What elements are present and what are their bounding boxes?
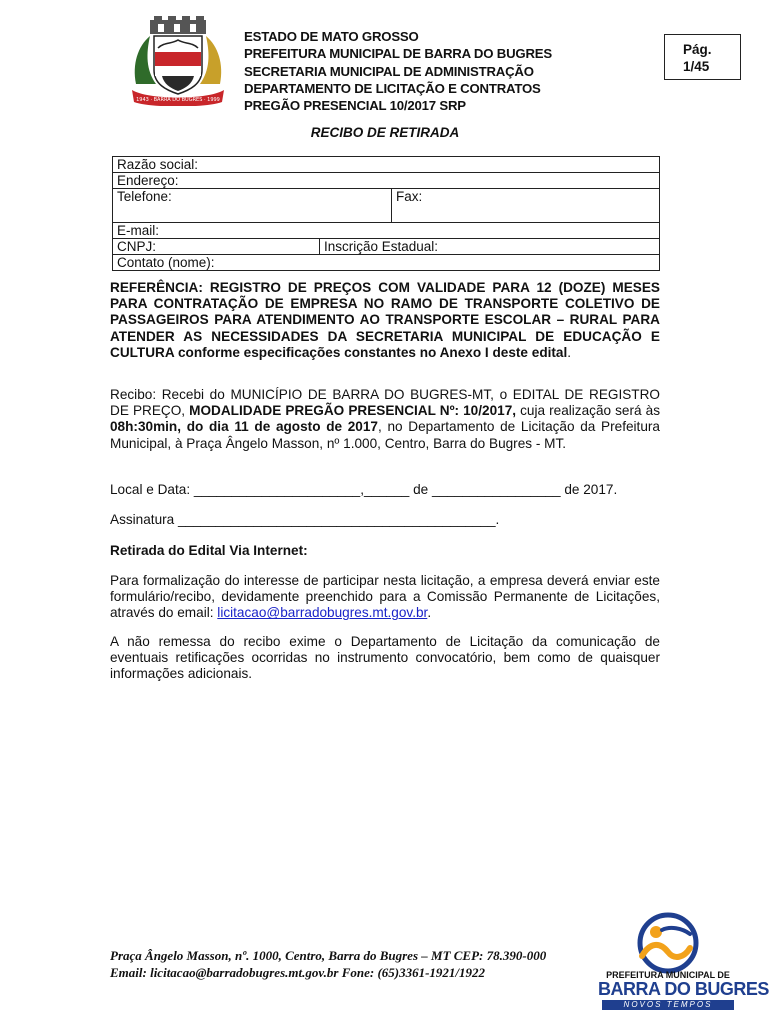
- municipal-logo: [598, 912, 769, 1012]
- field-razao-social[interactable]: Razão social:: [113, 157, 660, 173]
- recibo-text-1: Recibo: Recebi do MUNICÍPIO DE BARRA DO BUGRES-MT, o EDITAL DE REGISTRO DE PREÇO,: [110, 387, 660, 419]
- referencia-end: .: [567, 344, 572, 360]
- form-table: [112, 156, 660, 271]
- recibo-text-3: , no Departamento de Licitação da Prefeitura Municipal, à Praça Ângelo Masson, nº 1.000, Centro, Barra do Bugres - MT.: [110, 419, 660, 451]
- field-email[interactable]: E-mail:: [113, 223, 660, 239]
- svg-text:1943 · BARRA DO BUGRES · 1999: 1943 · BARRA DO BUGRES · 1999: [136, 97, 220, 103]
- recibo-text-2: cuja realização será às: [516, 403, 661, 419]
- header-departamento: DEPARTAMENTO DE LICITAÇÃO E CONTRATOS: [244, 80, 541, 96]
- document-title: RECIBO DE RETIRADA: [310, 125, 460, 140]
- field-telefone[interactable]: Telefone:: [113, 189, 392, 223]
- logo-line-3: NOVOS TEMPOS: [602, 1000, 734, 1010]
- field-cnpj[interactable]: CNPJ:: [113, 239, 320, 255]
- page-number-box: [664, 34, 741, 80]
- logo-symbol-icon: [598, 912, 738, 974]
- referencia-text: REFERÊNCIA: REGISTRO DE PREÇOS COM VALIDADE PARA 12 (DOZE) MESES PARA CONTRATAÇÃO DE EMPRESA NO RAMO DE TRANSPORTE COLETIVO DE PASSAGEIROS PARA ATENDIMENTO AO TRANSPORTE ESCOLAR – RURAL PARA ATENDER AS NECESSIDADES DA SECRETARIA MUNICIPAL DE EDUCAÇÃO E CULTURA conforme especificações constantes no Anexo I deste edital: [110, 280, 660, 360]
- recibo-data-hora: 08h:30min, do dia 11 de agosto de 2017: [110, 419, 378, 435]
- page-value: 1/45: [683, 59, 710, 74]
- formalizacao-paragraph: [110, 573, 660, 622]
- recibo-modalidade: MODALIDADE PREGÃO PRESENCIAL Nº: 10/2017,: [189, 403, 517, 419]
- page-label: Pág.: [683, 42, 712, 57]
- coat-of-arms: [128, 14, 228, 106]
- header-secretaria: SECRETARIA MUNICIPAL DE ADMINISTRAÇÃO: [244, 63, 534, 79]
- header-block: [244, 28, 552, 114]
- field-fax[interactable]: Fax:: [392, 189, 660, 223]
- footer-contact: Email: licitacao@barradobugres.mt.gov.br Fone: (65)3361-1921/1922: [110, 965, 486, 980]
- header-prefeitura: PREFEITURA MUNICIPAL DE BARRA DO BUGRES: [244, 46, 552, 62]
- nao-remessa-paragraph: A não remessa do recibo exime o Departamento de Licitação da comunicação de eventuais retificações ocorridas no instrumento convocatório, bem como de quaisquer informações adicionais.: [110, 634, 660, 682]
- header-pregao: PREGÃO PRESENCIAL 10/2017 SRP: [244, 98, 466, 114]
- email-link[interactable]: licitacao@barradobugres.mt.gov.br: [217, 605, 428, 621]
- logo-line-2: BARRA DO BUGRES: [598, 979, 769, 999]
- formalizacao-text: Para formalização do interesse de participar nesta licitação, a empresa deverá enviar este formulário/recibo, devidamente preenchido para a Comissão Permanente de Licitações, através do email:: [110, 573, 660, 621]
- footer-address: Praça Ângelo Masson, nº. 1000, Centro, Barra do Bugres – MT CEP: 78.390-000: [110, 948, 547, 963]
- formalizacao-end: .: [427, 605, 432, 621]
- field-contato[interactable]: Contato (nome):: [113, 255, 660, 271]
- recibo-paragraph: [110, 387, 660, 452]
- referencia-paragraph: [110, 280, 660, 361]
- header-state: ESTADO DE MATO GROSSO: [244, 29, 419, 44]
- logo-line-1: PREFEITURA MUNICIPAL DE: [606, 970, 730, 980]
- assinatura-line: Assinatura __________________________________________.: [110, 512, 500, 527]
- field-inscricao-estadual[interactable]: Inscrição Estadual:: [320, 239, 660, 255]
- local-data-line: Local e Data: ______________________,______ de _________________ de 2017.: [110, 482, 618, 497]
- internet-heading: Retirada do Edital Via Internet:: [110, 543, 308, 558]
- field-endereco[interactable]: Endereço:: [113, 173, 660, 189]
